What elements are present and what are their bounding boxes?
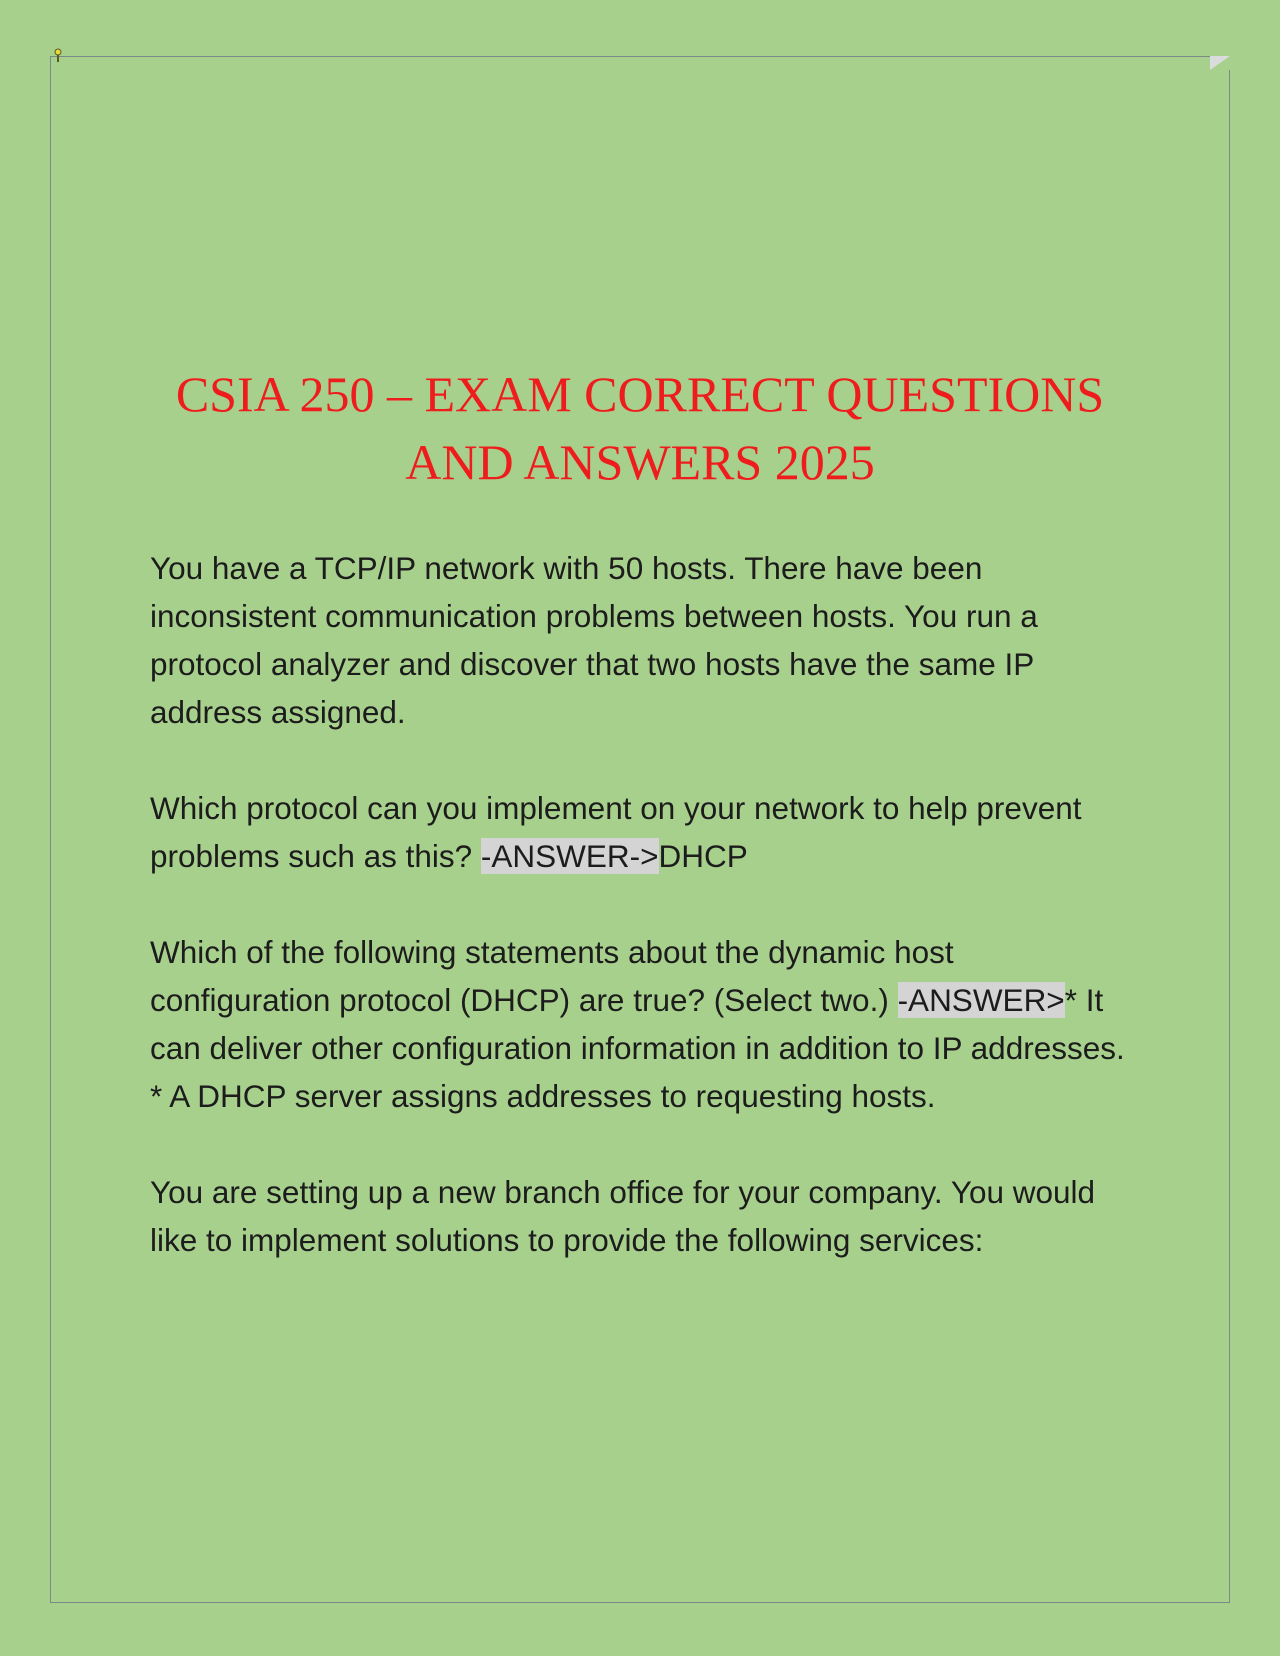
document-title: [100, 360, 1180, 496]
answer-text: * It can deliver other configuration information in addition to IP addresses.: [150, 982, 1125, 1066]
question-3-text: Which of the following statements about the dynamic host configuration protocol (DHCP) are true? (Select two.): [150, 934, 954, 1018]
question-2-text: Which protocol can you implement on your network to help prevent problems such as this?: [150, 790, 1082, 874]
title-line-1: CSIA 250 – EXAM CORRECT QUESTIONS: [175, 366, 1105, 422]
document-body: [150, 544, 1130, 1312]
question-4: You are setting up a new branch office for your company. You would like to implement solutions to provide the following services:: [150, 1174, 1096, 1258]
answer-tag: -ANSWER>: [897, 982, 1065, 1018]
title-line-2: AND ANSWERS 2025: [405, 434, 875, 490]
page-fold-icon: [1210, 56, 1230, 70]
answer-text: DHCP: [658, 838, 748, 874]
question-3: [150, 928, 1130, 1120]
question-1: You have a TCP/IP network with 50 hosts. There have been inconsistent communication problems between hosts. You run a protocol analyzer and discover that two hosts have the same IP address assigned.: [150, 550, 1038, 730]
answer-text: * A DHCP server assigns addresses to requesting hosts.: [150, 1078, 936, 1114]
question-2: [150, 784, 1130, 880]
pin-icon: [52, 48, 64, 64]
answer-tag: -ANSWER->: [480, 838, 659, 874]
